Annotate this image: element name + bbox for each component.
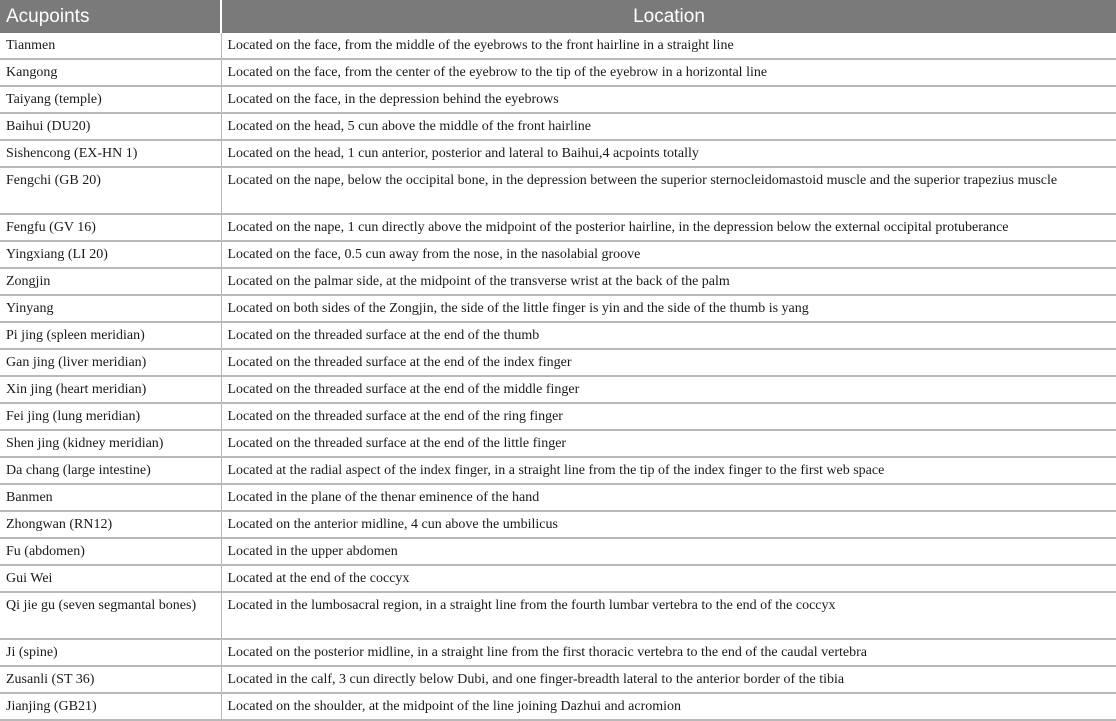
location-cell: Located on the threaded surface at the end of the index finger <box>221 349 1116 376</box>
acupoint-cell: Shen jing (kidney meridian) <box>0 430 221 457</box>
table-row <box>0 86 1116 113</box>
acupoint-cell: Kangong <box>0 59 221 86</box>
table-row <box>0 565 1116 592</box>
acupoint-cell: Zusanli (ST 36) <box>0 666 221 693</box>
acupoint-cell: Tianmen <box>0 33 221 59</box>
acupoint-cell: Xin jing (heart meridian) <box>0 376 221 403</box>
location-cell: Located in the calf, 3 cun directly below Dubi, and one finger-breadth lateral to the anterior border of the tibia <box>221 666 1116 693</box>
table-row <box>0 430 1116 457</box>
header-acupoints: Acupoints <box>0 0 221 33</box>
table-row <box>0 457 1116 484</box>
location-cell: Located on the face, 0.5 cun away from the nose, in the nasolabial groove <box>221 241 1116 268</box>
location-cell: Located on the posterior midline, in a straight line from the first thoracic vertebra to the end of the caudal vertebra <box>221 639 1116 666</box>
location-cell: Located on the head, 5 cun above the middle of the front hairline <box>221 113 1116 140</box>
acupoint-cell: Yinyang <box>0 295 221 322</box>
acupoint-cell: Jianjing (GB21) <box>0 693 221 720</box>
acupoint-cell: Gan jing (liver meridian) <box>0 349 221 376</box>
location-cell: Located on the face, from the center of the eyebrow to the tip of the eyebrow in a horizontal line <box>221 59 1116 86</box>
table-row <box>0 666 1116 693</box>
acupoint-cell: Pi jing (spleen meridian) <box>0 322 221 349</box>
location-cell: Located on the threaded surface at the end of the little finger <box>221 430 1116 457</box>
location-cell: Located on the threaded surface at the end of the ring finger <box>221 403 1116 430</box>
header-row <box>0 0 1116 33</box>
location-cell: Located on the shoulder, at the midpoint of the line joining Dazhui and acromion <box>221 693 1116 720</box>
location-cell: Located on the nape, below the occipital bone, in the depression between the superior sternocleidomastoid muscle and the superior trapezius muscle <box>221 167 1116 214</box>
table-row <box>0 241 1116 268</box>
location-cell: Located on the nape, 1 cun directly above the midpoint of the posterior hairline, in the depression below the external occipital protuberance <box>221 214 1116 241</box>
location-cell: Located on the threaded surface at the end of the thumb <box>221 322 1116 349</box>
table-body <box>0 33 1116 720</box>
table-row <box>0 322 1116 349</box>
acupoint-cell: Da chang (large intestine) <box>0 457 221 484</box>
location-cell: Located on the threaded surface at the end of the middle finger <box>221 376 1116 403</box>
table-row <box>0 511 1116 538</box>
table-row <box>0 140 1116 167</box>
table-row <box>0 639 1116 666</box>
location-cell: Located on the palmar side, at the midpoint of the transverse wrist at the back of the palm <box>221 268 1116 295</box>
table-row <box>0 268 1116 295</box>
table-row <box>0 538 1116 565</box>
acupoint-cell: Fengfu (GV 16) <box>0 214 221 241</box>
acupoint-cell: Fu (abdomen) <box>0 538 221 565</box>
table-row <box>0 113 1116 140</box>
location-cell: Located in the lumbosacral region, in a straight line from the fourth lumbar vertebra to the end of the coccyx <box>221 592 1116 639</box>
acupoint-cell: Fengchi (GB 20) <box>0 167 221 214</box>
location-cell: Located on the face, from the middle of the eyebrows to the front hairline in a straight line <box>221 33 1116 59</box>
table-row <box>0 295 1116 322</box>
header-location: Location <box>221 0 1116 33</box>
acupoint-cell: Sishencong (EX-HN 1) <box>0 140 221 167</box>
table-row <box>0 33 1116 59</box>
table-row <box>0 59 1116 86</box>
acupoint-cell: Gui Wei <box>0 565 221 592</box>
table-row <box>0 592 1116 639</box>
table-row <box>0 376 1116 403</box>
table-row <box>0 349 1116 376</box>
table-row <box>0 214 1116 241</box>
table-row <box>0 403 1116 430</box>
location-cell: Located at the radial aspect of the index finger, in a straight line from the tip of the index finger to the first web space <box>221 457 1116 484</box>
location-cell: Located on the head, 1 cun anterior, posterior and lateral to Baihui,4 acpoints totally <box>221 140 1116 167</box>
location-cell: Located on the anterior midline, 4 cun above the umbilicus <box>221 511 1116 538</box>
location-cell: Located at the end of the coccyx <box>221 565 1116 592</box>
location-cell: Located in the plane of the thenar eminence of the hand <box>221 484 1116 511</box>
acupoint-cell: Ji (spine) <box>0 639 221 666</box>
acupoint-cell: Baihui (DU20) <box>0 113 221 140</box>
table-row <box>0 484 1116 511</box>
table-header <box>0 0 1116 33</box>
acupoint-cell: Taiyang (temple) <box>0 86 221 113</box>
acupoint-cell: Banmen <box>0 484 221 511</box>
acupoint-cell: Zongjin <box>0 268 221 295</box>
location-cell: Located on both sides of the Zongjin, the side of the little finger is yin and the side of the thumb is yang <box>221 295 1116 322</box>
acupoint-cell: Fei jing (lung meridian) <box>0 403 221 430</box>
table-row <box>0 167 1116 214</box>
acupoint-cell: Zhongwan (RN12) <box>0 511 221 538</box>
location-cell: Located in the upper abdomen <box>221 538 1116 565</box>
location-cell: Located on the face, in the depression behind the eyebrows <box>221 86 1116 113</box>
table-row <box>0 693 1116 720</box>
acupoint-cell: Yingxiang (LI 20) <box>0 241 221 268</box>
acupoint-cell: Qi jie gu (seven segmantal bones) <box>0 592 221 639</box>
